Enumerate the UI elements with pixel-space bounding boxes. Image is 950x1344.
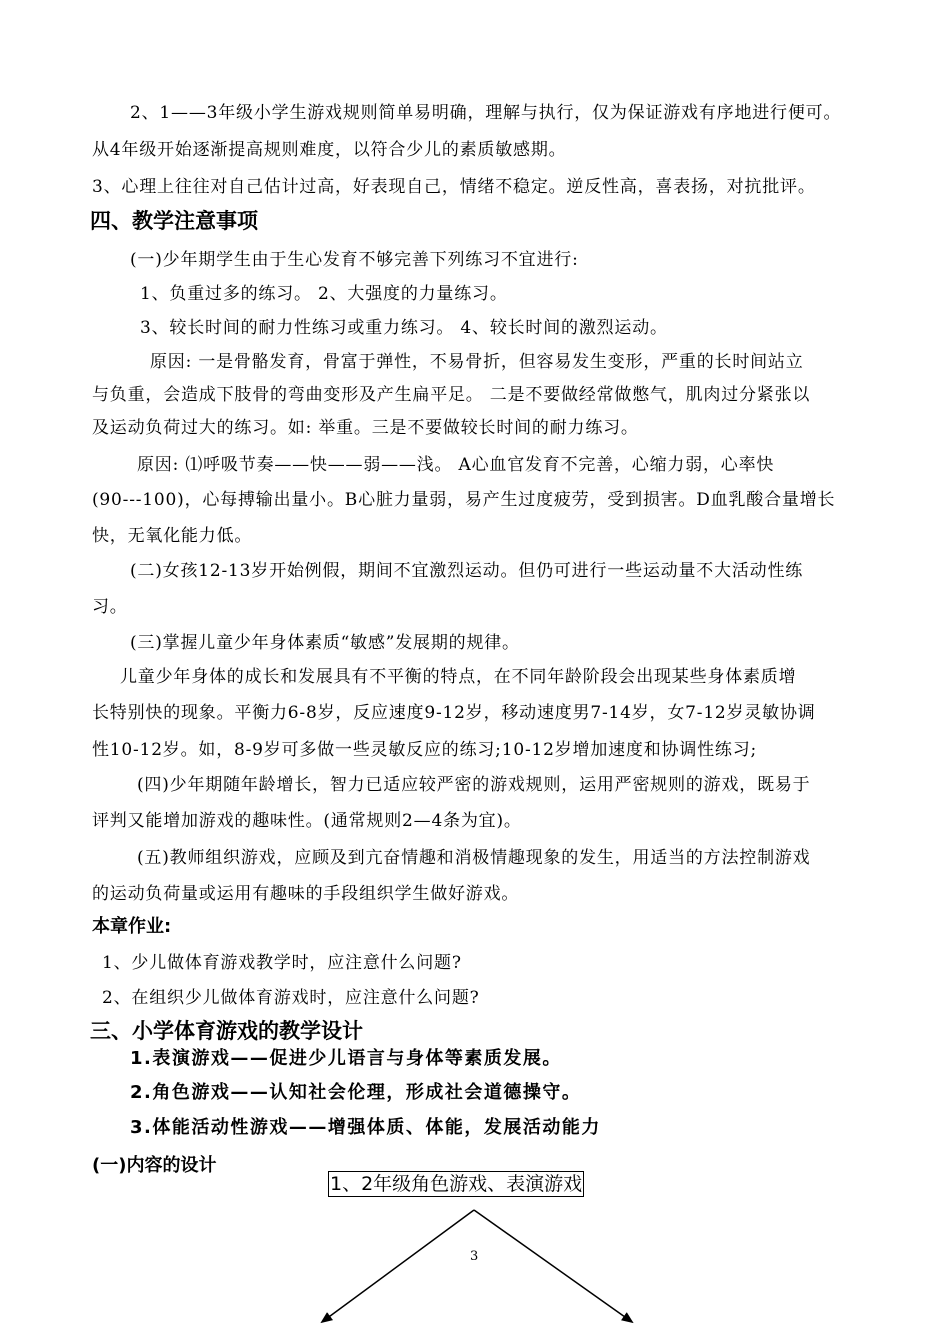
paragraph-line: 性10-12岁。如，8-9岁可多做一些灵敏反应的练习;10-12岁增加速度和协调性练习; [92,740,758,760]
arrow-left [322,1210,474,1322]
game-type-item: 1.表演游戏——促进少儿语言与身体等素质发展。 [130,1048,562,1069]
subsection-heading: (一)内容的设计 [92,1155,217,1176]
paragraph-line: (四)少年期随年龄增长，智力已适应较严密的游戏规则，运用严密规则的游戏，既易于 [137,775,811,795]
paragraph-line: 3、较长时间的耐力性练习或重力练习。 4、较长时间的激烈运动。 [140,318,668,338]
game-type-item: 3.体能活动性游戏——增强体质、体能，发展活动能力 [130,1117,601,1138]
paragraph-line: 评判又能增加游戏的趣味性。(通常规则2—4条为宜)。 [92,811,522,831]
paragraph-line: 与负重，会造成下肢骨的弯曲变形及产生扁平足。 二是不要做经常做憋气，肌肉过分紧张以 [92,385,811,405]
paragraph-line: 的运动负荷量或运用有趣味的手段组织学生做好游戏。 [92,884,520,904]
paragraph-line: (三)掌握儿童少年身体素质“敏感”发展期的规律。 [130,633,520,653]
paragraph-line: 2、1——3年级小学生游戏规则简单易明确，理解与执行，仅为保证游戏有序地进行便可。 [130,103,842,123]
paragraph-line: 从4年级开始逐渐提高规则难度，以符合少儿的素质敏感期。 [92,140,567,160]
paragraph-line: 儿童少年身体的成长和发展具有不平衡的特点，在不同年龄阶段会出现某些身体素质增 [120,667,797,687]
paragraph-line: 及运动负荷过大的练习。如: 举重。三是不要做较长时间的耐力练习。 [92,418,639,438]
paragraph-line: 习。 [92,597,128,617]
paragraph-line: 1、负重过多的练习。 2、大强度的力量练习。 [140,284,508,304]
paragraph-line: 原因: 一是骨骼发育，骨富于弹性，不易骨折，但容易发生变形，严重的长时间站立 [150,352,804,372]
paragraph-line: (90---100)，心每搏输出量小。B心脏力量弱，易产生过度疲劳，受到损害。D血乳酸合量增长 [92,490,836,510]
paragraph-line: (二)女孩12-13岁开始例假，期间不宜激烈运动。但仍可进行一些运动量不大活动性练 [130,561,804,581]
page-number: 3 [470,1249,479,1264]
section-heading: 三、小学体育游戏的教学设计 [90,1019,363,1043]
diagram-box: 1、2年级角色游戏、表演游戏 [330,1173,583,1195]
paragraph-line: (一)少年期学生由于生心发育不够完善下列练习不宜进行: [130,250,579,270]
section-heading: 四、教学注意事项 [90,209,258,233]
homework-item: 1、少儿做体育游戏教学时，应注意什么问题? [102,953,462,973]
paragraph-line: (五)教师组织游戏，应顾及到亢奋情趣和消极情趣现象的发生，用适当的方法控制游戏 [137,848,811,868]
arrow-right [474,1210,632,1322]
paragraph-line: 原因: ⑴呼吸节奏——快——弱——浅。 A心血官发育不完善，心缩力弱，心率快 [137,455,775,475]
homework-heading: 本章作业: [92,916,172,937]
paragraph-line: 长特别快的现象。平衡力6-8岁，反应速度9-12岁，移动速度男7-14岁，女7-12岁灵敏协调 [92,703,816,723]
homework-item: 2、在组织少儿做体育游戏时，应注意什么问题? [102,988,480,1008]
paragraph-line: 快，无氧化能力低。 [92,526,253,546]
paragraph-line: 3、心理上往往对自己估计过高，好表现自己，情绪不稳定。逆反性高，喜表扬，对抗批评。 [92,177,816,197]
game-type-item: 2.角色游戏——认知社会伦理，形成社会道德操守。 [130,1082,582,1103]
